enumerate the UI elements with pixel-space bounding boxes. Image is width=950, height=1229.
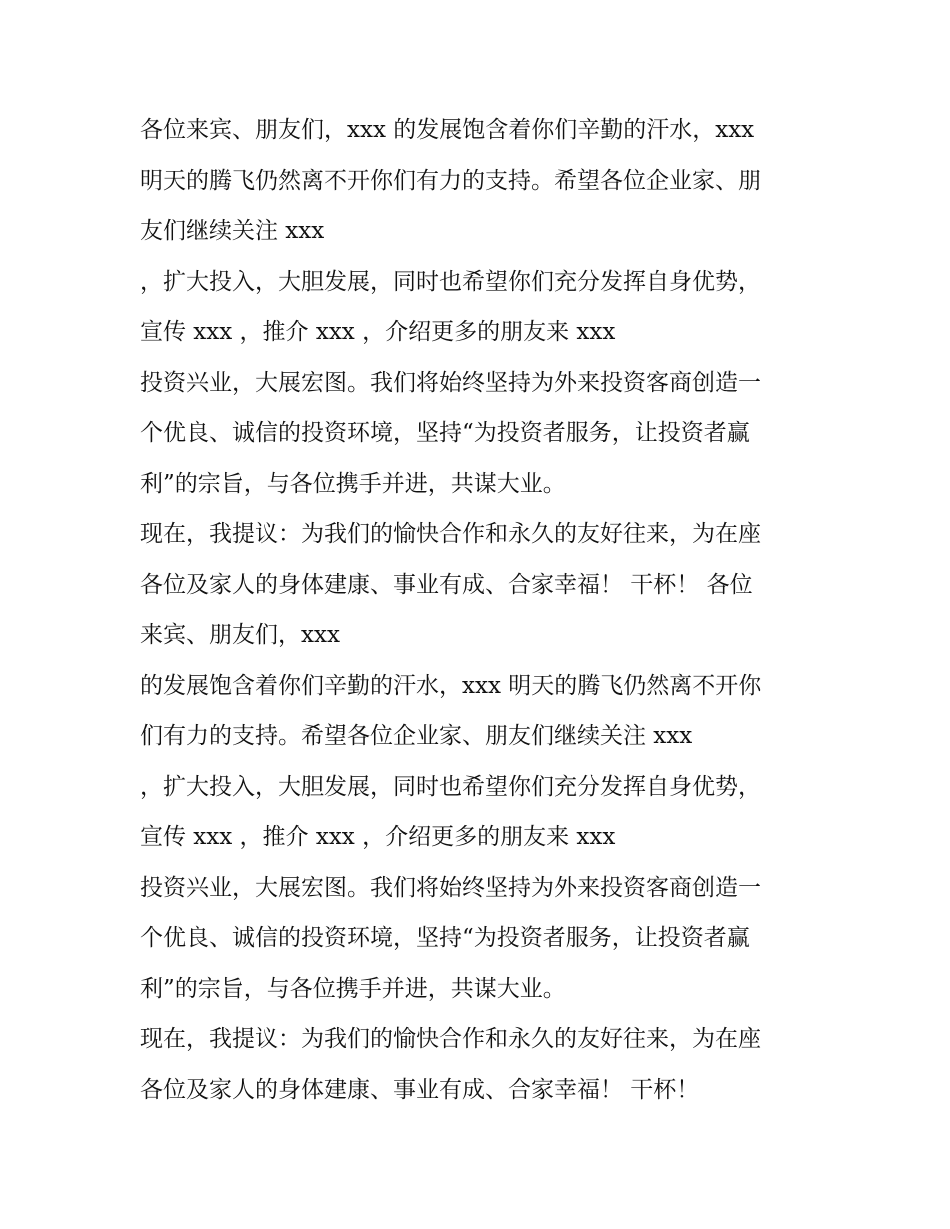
text-line: 宣传 xxx ，推介 xxx ，介绍更多的朋友来 xxx bbox=[140, 824, 616, 850]
text-line: ，扩大投入，大胆发展，同时也希望你们充分发挥自身优势， bbox=[140, 268, 761, 295]
text-line: 各位及家人的身体建康、事业有成、合家幸福！ 干杯！ bbox=[140, 1076, 700, 1103]
text-line: 各位及家人的身体建康、事业有成、合家幸福！ 干杯！ 各位 bbox=[140, 571, 753, 598]
text-line: 的发展饱含着你们辛勤的汗水，xxx 明天的腾飞仍然离不开你 bbox=[140, 672, 762, 699]
text-line: 来宾、朋友们，xxx bbox=[140, 622, 340, 648]
text-line: 各位来宾、朋友们，xxx 的发展饱含着你们辛勤的汗水，xxx bbox=[140, 117, 755, 143]
text-line: 友们继续关注 xxx bbox=[140, 218, 325, 244]
text-line: 个优良、诚信的投资环境，坚持“为投资者服务，让投资者赢 bbox=[140, 925, 750, 951]
text-line: 投资兴业，大展宏图。我们将始终坚持为外来投资客商创造一 bbox=[140, 369, 761, 396]
text-line: 现在，我提议：为我们的愉快合作和永久的友好往来，为在座 bbox=[140, 521, 761, 547]
text-line: 宣传 xxx ，推介 xxx ，介绍更多的朋友来 xxx bbox=[140, 319, 616, 345]
text-line: 现在，我提议：为我们的愉快合作和永久的友好往来，为在座 bbox=[140, 1026, 761, 1052]
text-line: 个优良、诚信的投资环境，坚持“为投资者服务，让投资者赢 bbox=[140, 420, 750, 446]
text-line: 利”的宗旨，与各位携手并进，共谋大业。 bbox=[140, 470, 566, 497]
document-body bbox=[140, 105, 840, 1115]
text-line: 投资兴业，大展宏图。我们将始终坚持为外来投资客商创造一 bbox=[140, 874, 761, 901]
text-line: ，扩大投入，大胆发展，同时也希望你们充分发挥自身优势， bbox=[140, 773, 761, 800]
text-line: 明天的腾飞仍然离不开你们有力的支持。希望各位企业家、朋 bbox=[140, 167, 761, 194]
text-line: 们有力的支持。希望各位企业家、朋友们继续关注 xxx bbox=[140, 723, 693, 749]
text-line: 利”的宗旨，与各位携手并进，共谋大业。 bbox=[140, 975, 566, 1002]
